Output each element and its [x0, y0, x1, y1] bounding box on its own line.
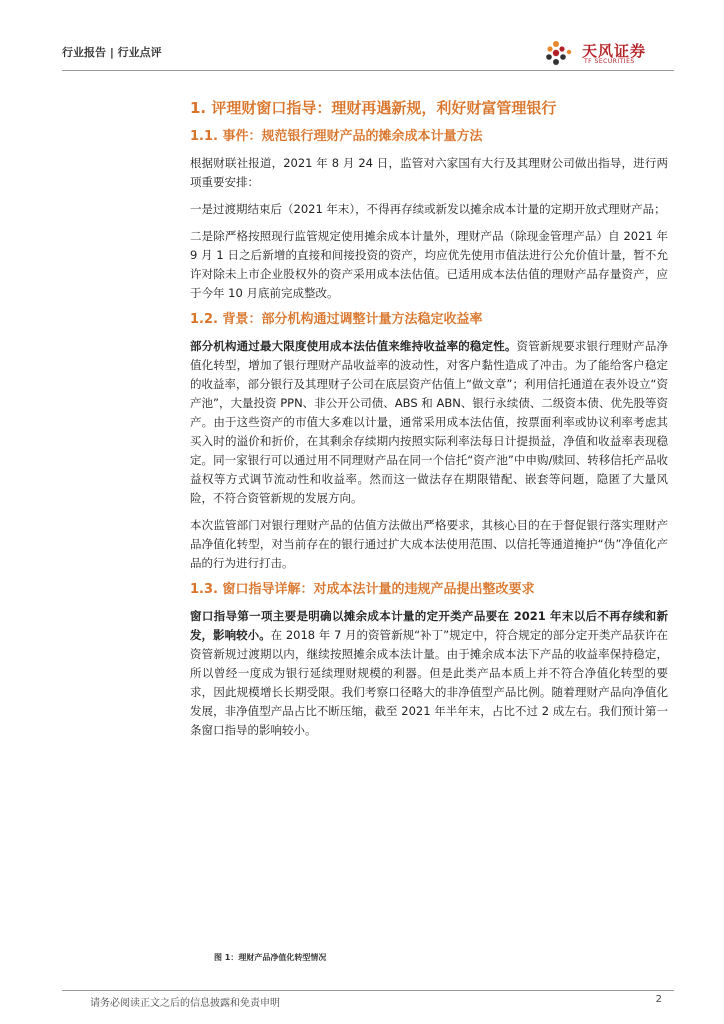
- page-number: 2: [655, 994, 662, 1005]
- section-1-3-lead-sentence: 窗口指导第一项主要是明确以摊余成本计量的定开类产品要在 2021 年末以后不再存续和新发，影响较小。: [190, 609, 668, 642]
- page-header: [62, 38, 672, 68]
- report-type-label: 行业报告 | 行业点评: [62, 46, 162, 59]
- section-1-3-body: 在 2018 年 7 月的资管新规“补丁”规定中，符合规定的部分定开类产品获许在资管新规过渡期以内，继续按照摊余成本法计量。由于摊余成本法下产品的收益率保持稳定，所以曾经一度成为银行延续理财规模的利器。但是此类产品本质上并不符合净值化转型的要求，因此规模增长长期受限。我们考察口径略大的非净值型产品比例。随着理财产品向净值化发展，非净值型产品占比不断压缩，截至 2021 年半年末，占比不过 2 成左右。我们预计第一条窗口指导的影响较小。: [190, 628, 668, 737]
- section-1-1-paragraph-1: 根据财联社报道，2021 年 8 月 24 日，监管对六家国有大行及其理财公司做出指导，进行两项重要安排：: [190, 156, 668, 189]
- brand-name: 天风证券: [582, 42, 647, 60]
- main-content: [190, 98, 668, 748]
- section-1-2-paragraph-1: [190, 337, 668, 508]
- section-1-1-paragraph-2: 一是过渡期结束后（2021 年末），不得再存续或新发以摊余成本计量的定期开放式理财产品；: [190, 202, 666, 216]
- section-1-3-paragraph-1: [190, 607, 668, 740]
- header-divider: [62, 70, 674, 71]
- section-1-1-paragraph-3: 二是除严格按照现行监管规定使用摊余成本计量外，理财产品（除现金管理产品）自 2021 年 9 月 1 日之后新增的直接和间接投资的资产，均应优先使用市值法进行公允价值计量，暂不允许对除未上市企业股权外的资产采用成本法估值。已适用成本法估值的理财产品存量资产，应于今年 10 月底前完成整改。: [190, 229, 668, 300]
- section-1-2-lead-sentence: 部分机构通过最大限度使用成本法估值来维持收益率的稳定性。: [190, 339, 517, 353]
- section-1-2-paragraph-2: 本次监管部门对银行理财产品的估值方法做出严格要求，其核心目的在于督促银行落实理财产品净值化转型，对当前存在的银行通过扩大成本法使用范围、以信托等通道掩护“伪”净值化产品的行为进行打击。: [190, 518, 668, 570]
- footer-divider: [62, 990, 674, 991]
- brand-english-name: TF SECURITIES: [584, 58, 635, 65]
- section-1-title: 1. 评理财窗口指导：理财再遇新规，利好财富管理银行: [190, 99, 557, 117]
- section-1-1-title: 1.1. 事件：规范银行理财产品的摊余成本计量方法: [190, 129, 483, 144]
- brand-logo: [542, 38, 672, 68]
- figure-caption: 图 1：理财产品净值化转型情况: [214, 953, 327, 962]
- flame-logo-icon: [542, 38, 578, 68]
- section-1-2-body: 资管新规要求银行理财产品净值化转型，增加了银行理财产品收益率的波动性，对客户黏性造成了冲击。为了能给客户稳定的收益率，部分银行及其理财子公司在底层资产估值上“做文章”；利用信托通道在表外设立“资产池”，大量投资 PPN、非公开公司债、ABS 和 ABN、银行永续债、二级资本债、优先股等资产。由于这些资产的市值大多难以计量，通常采用成本法估值，按票面利率或协议利率考虑其买入时的溢价和折价，在其剩余存续期内按照实际利率法每日计提损益，净值和收益率表现稳定。同一家银行可以通过用不同理财产品在同一个信托“资产池”中申购/赎回、转移信托产品收益权等方式调节流动性和收益率。然而这一做法存在期限错配、嵌套等问题，隐匿了大量风险，不符合资管新规的发展方向。: [190, 339, 668, 505]
- section-1-2-title: 1.2. 背景：部分机构通过调整计量方法稳定收益率: [190, 312, 483, 327]
- section-1-3-title: 1.3. 窗口指导详解：对成本法计量的违规产品提出整改要求: [190, 582, 535, 597]
- footer-disclaimer: 请务必阅读正文之后的信息披露和免责申明: [90, 998, 280, 1009]
